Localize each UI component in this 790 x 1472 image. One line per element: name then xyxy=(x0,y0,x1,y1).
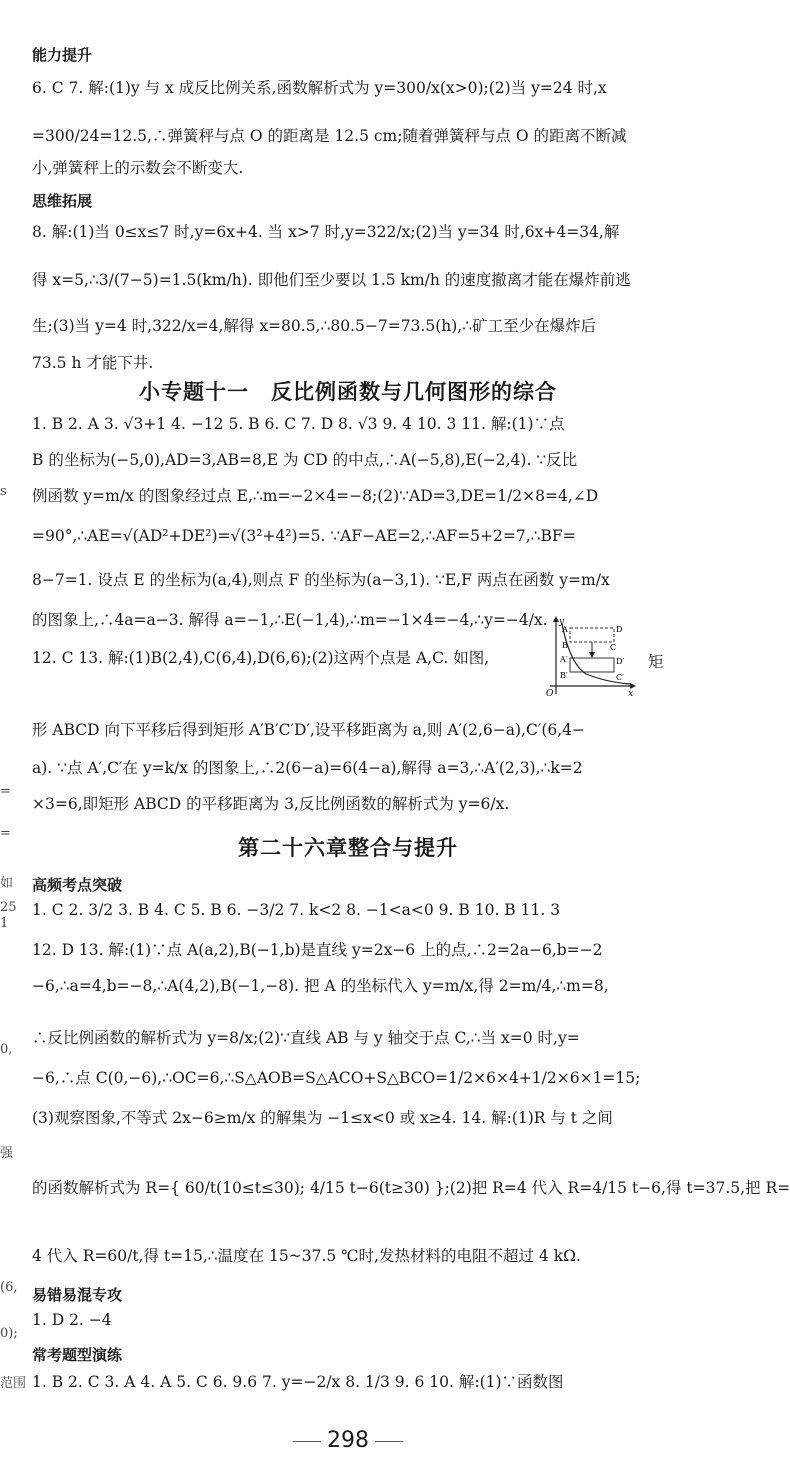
text-line: 例函数 y=m/x 的图象经过点 E,∴m=−2×4=−8;(2)∵AD=3,DE=1/2×8=4,∠D xyxy=(32,487,599,505)
text-line: B 的坐标为(−5,0),AD=3,AB=8,E 为 CD 的中点,∴A(−5,8),E(−2,4). ∵反比 xyxy=(32,451,578,469)
text-line: 1. B 2. A 3. √3+1 4. −12 5. B 6. C 7. D 8. √3 9. 4 10. 3 11. 解:(1)∵点 xyxy=(32,415,565,433)
margin-fragment: 0); xyxy=(0,1326,18,1341)
rectangle-translation-diagram xyxy=(540,614,636,698)
text-line: 73.5 h 才能下井. xyxy=(32,354,154,372)
margin-fragment: = xyxy=(0,784,11,799)
text-line: 1. C 2. 3/2 3. B 4. C 5. B 6. −3/2 7. k<2 8. −1<a<0 9. B 10. B 11. 3 xyxy=(32,901,561,919)
margin-fragment: 1 xyxy=(0,916,9,931)
text-line: a). ∵点 A′,C′在 y=k/x 的图象上,∴2(6−a)=6(4−a),解得 a=3,∴A′(2,3),∴k=2 xyxy=(32,759,583,777)
text-line: 的函数解析式为 R={ 60/t(10≤t≤30); 4/15 t−6(t≥30) };(2)把 R=4 代入 R=4/15 t−6,得 t=37.5,把 R= xyxy=(32,1179,790,1197)
section-heading-thinking: 思维拓展 xyxy=(32,192,93,210)
diagram-label-d: D xyxy=(616,625,623,634)
text-line: 4 代入 R=60/t,得 t=15,∴温度在 15~37.5 ℃时,发热材料的电阻不超过 4 kΩ. xyxy=(32,1247,581,1265)
margin-fragment: 范围 xyxy=(0,1376,27,1391)
text-line: 1. B 2. C 3. A 4. A 5. C 6. 9.6 7. y=−2/x 8. 1/3 9. 6 10. 解:(1)∵函数图 xyxy=(32,1373,564,1391)
text-line: 形 ABCD 向下平移后得到矩形 A′B′C′D′,设平移距离为 a,则 A′(2,6−a),C′(6,4− xyxy=(32,721,586,739)
text-line: −6,∴点 C(0,−6),∴OC=6,∴S△AOB=S△ACO+S△BCO=1/2×6×4+1/2×6×1=15; xyxy=(32,1069,641,1087)
text-line: 12. D 13. 解:(1)∵点 A(a,2),B(−1,b)是直线 y=2x−6 上的点,∴2=2a−6,b=−2 xyxy=(32,941,603,959)
margin-fragment: (6, xyxy=(0,1280,18,1295)
margin-fragment: 0, xyxy=(0,1042,13,1057)
text-line: 6. C 7. 解:(1)y 与 x 成反比例关系,函数解析式为 y=300/x(x>0);(2)当 y=24 时,x xyxy=(32,79,607,97)
diagram-label-b: B xyxy=(562,641,568,650)
diagram-label-c-prime: C′ xyxy=(616,673,624,682)
page-number: 298 xyxy=(327,1428,369,1453)
page-number-footer xyxy=(0,1428,696,1453)
text-line: 生;(3)当 y=4 时,322/x=4,解得 x=80.5,∴80.5−7=73.5(h),∴矿工至少在爆炸后 xyxy=(32,317,597,335)
text-line: ∴反比例函数的解析式为 y=8/x;(2)∵直线 AB 与 y 轴交于点 C,∴当 x=0 时,y= xyxy=(32,1029,580,1047)
margin-fragment: = xyxy=(0,826,11,841)
diagram-label-x: x xyxy=(628,689,634,699)
section-heading-frequent: 高频考点突破 xyxy=(32,876,123,894)
text-line: 小,弹簧秤上的示数会不断变大. xyxy=(32,159,244,177)
diagram-label-o: O xyxy=(546,689,554,699)
diagram-label-a: A xyxy=(562,625,568,634)
diagram-label-a-prime: A′ xyxy=(560,655,568,664)
margin-fragment: 25 xyxy=(0,900,17,915)
section-heading-error: 易错易混专攻 xyxy=(32,1286,123,1304)
diagram-label-y: y xyxy=(559,617,565,627)
margin-fragment: 如 xyxy=(0,876,14,891)
diagram-label-b-prime: B′ xyxy=(560,671,568,680)
text-line: (3)观察图象,不等式 2x−6≥m/x 的解集为 −1≤x<0 或 x≥4. 14. 解:(1)R 与 t 之间 xyxy=(32,1109,613,1127)
margin-fragment: s xyxy=(0,484,7,499)
section-heading-common: 常考题型演练 xyxy=(32,1346,123,1364)
text-line: ×3=6,即矩形 ABCD 的平移距离为 3,反比例函数的解析式为 y=6/x. xyxy=(32,795,510,813)
section-heading-ability: 能力提升 xyxy=(32,46,93,64)
margin-fragment: 强 xyxy=(0,1146,14,1161)
text-line: 8−7=1. 设点 E 的坐标为(a,4),则点 F 的坐标为(a−3,1). ∵E,F 两点在函数 y=m/x xyxy=(32,571,610,589)
chapter-title: 第二十六章整合与提升 xyxy=(238,836,458,860)
diagram-label-c: C xyxy=(610,643,617,652)
diagram-label-d-prime: D′ xyxy=(616,657,625,666)
text-line: =300/24=12.5,∴弹簧秤与点 O 的距离是 12.5 cm;随着弹簧秤与点 O 的距离不断减 xyxy=(32,127,627,145)
topic-title: 小专题十一 反比例函数与几何图形的综合 xyxy=(139,380,557,404)
text-line: 1. D 2. −4 xyxy=(32,1311,112,1329)
text-line: 12. C 13. 解:(1)B(2,4),C(6,4),D(6,6);(2)这两个点是 A,C. 如图, xyxy=(32,649,490,667)
text-fragment: 矩 xyxy=(648,653,664,671)
text-line: 得 x=5,∴3/(7−5)=1.5(km/h). 即他们至少要以 1.5 km/h 的速度撤离才能在爆炸前逃 xyxy=(32,271,631,289)
text-line: 的图象上,∴4a=a−3. 解得 a=−1,∴E(−1,4),∴m=−1×4=−4,∴y=−4/x. xyxy=(32,611,548,629)
text-line: =90°,∴AE=√(AD²+DE²)=√(3²+4²)=5. ∵AF−AE=2,∴AF=5+2=7,∴BF= xyxy=(32,527,576,545)
text-line: −6,∴a=4,b=−8,∴A(4,2),B(−1,−8). 把 A 的坐标代入 y=m/x,得 2=m/4,∴m=8, xyxy=(32,977,609,995)
text-line: 8. 解:(1)当 0≤x≤7 时,y=6x+4. 当 x>7 时,y=322/x;(2)当 y=34 时,6x+4=34,解 xyxy=(32,223,620,241)
